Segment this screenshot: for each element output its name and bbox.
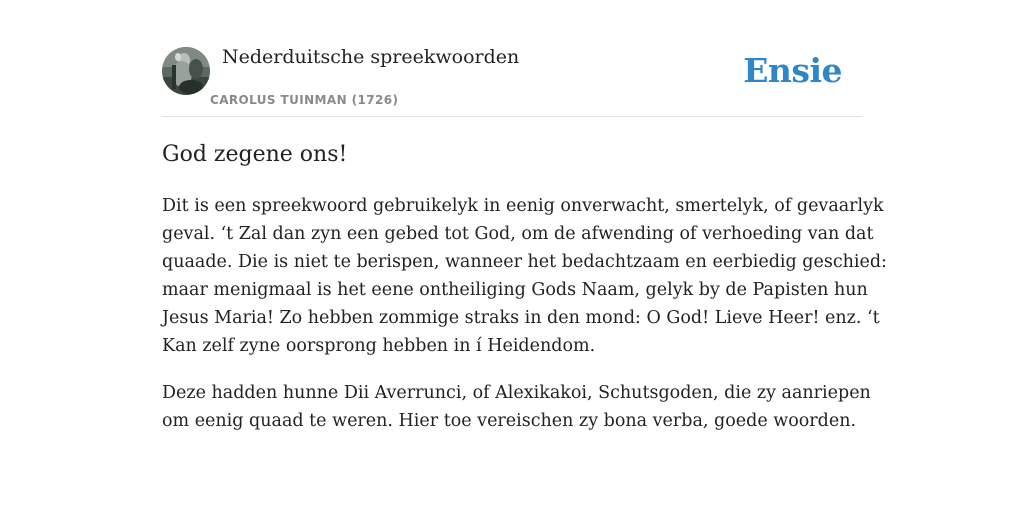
paragraph-line: Kan zelf zyne oorsprong hebben in í Heidendom. xyxy=(162,336,596,356)
paragraph-line: quaade. Die is niet te berispen, wanneer het bedachtzaam en eerbiedig geschied: xyxy=(162,252,887,272)
paragraph-line: geval. ‘t Zal dan zyn een gebed tot God, om de afwending of verhoeding van dat xyxy=(162,224,874,244)
author-avatar[interactable] xyxy=(162,47,210,95)
statue-portrait-icon xyxy=(162,47,210,95)
article-paragraph xyxy=(162,379,871,435)
paragraph-line: Dit is een spreekwoord gebruikelyk in eenig onverwacht, smertelyk, of gevaarlyk xyxy=(162,196,884,216)
article-title: God zegene ons! xyxy=(162,142,348,167)
brand-logo[interactable]: Ensie xyxy=(743,51,842,90)
article-paragraph xyxy=(162,192,887,360)
header xyxy=(162,46,862,117)
work-title-link[interactable]: Nederduitsche spreekwoorden xyxy=(222,46,520,68)
paragraph-line: Jesus Maria! Zo hebben zommige straks in den mond: O God! Lieve Heer! enz. ‘t xyxy=(162,308,880,328)
author-link[interactable]: CAROLUS TUINMAN (1726) xyxy=(210,93,399,107)
paragraph-line: Deze hadden hunne Dii Averrunci, of Alexikakoi, Schutsgoden, die zy aanriepen xyxy=(162,383,871,403)
article xyxy=(162,140,887,435)
paragraph-line: om eenig quaad te weren. Hier toe vereischen zy bona verba, goede woorden. xyxy=(162,411,857,431)
paragraph-line: maar menigmaal is het eene ontheiliging Gods Naam, gelyk by de Papisten hun xyxy=(162,280,868,300)
